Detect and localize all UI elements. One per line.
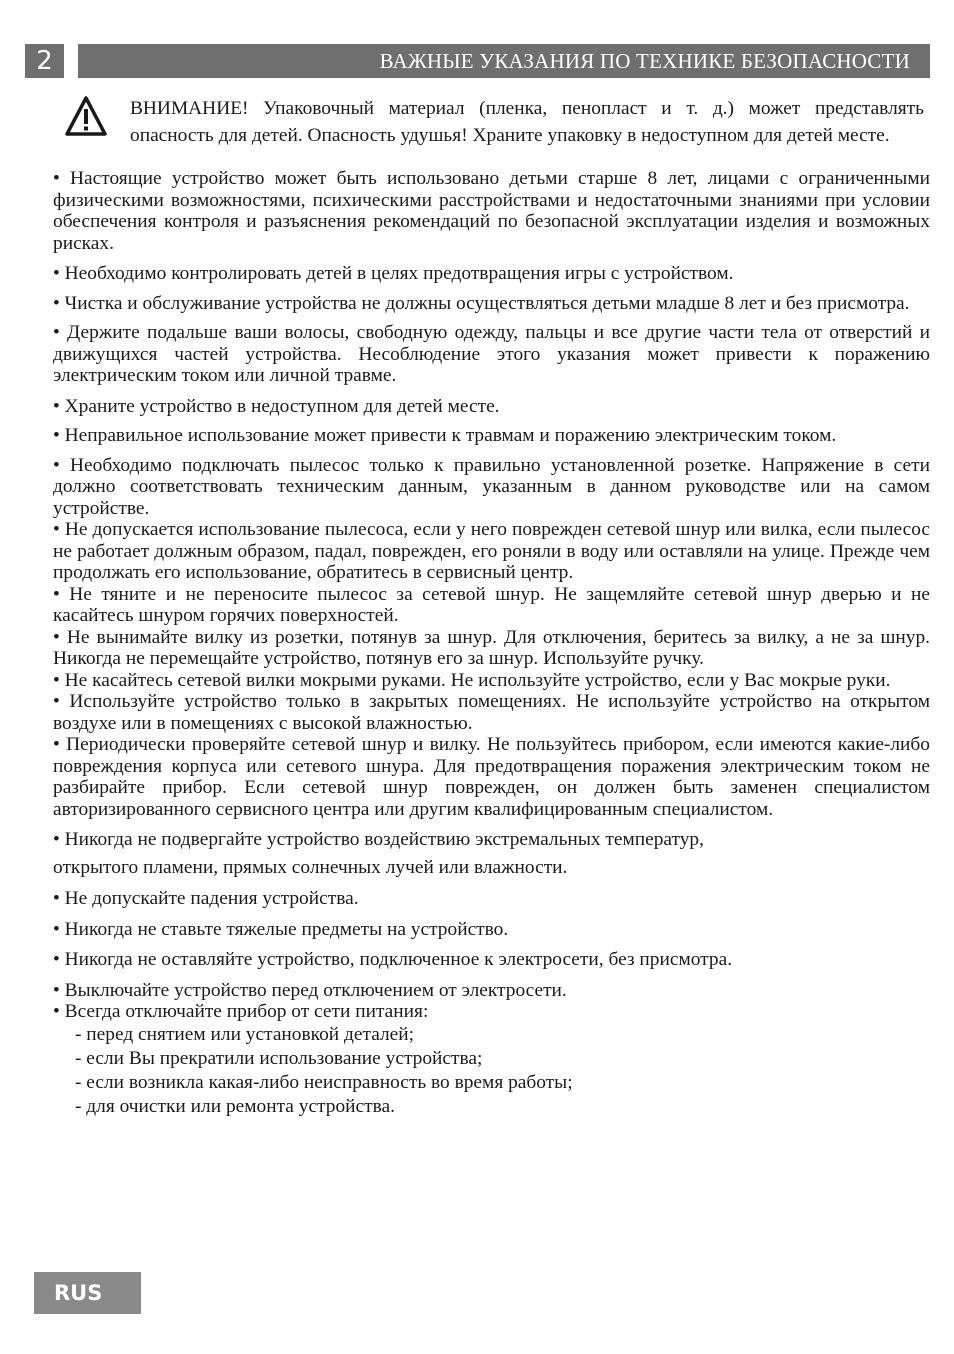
warning-text: ВНИМАНИЕ! Упаковочный материал (пленка, пенопласт и т. д.) может представлять опасность для детей. Опасность удушья! Храните упаковку в недоступном для детей месте.	[130, 98, 924, 146]
instruction-item: • Настоящие устройство может быть использовано детьми старше 8 лет, лицами с ограниченными физическими возможностями, психическими расстройствами и недостаточными знаниями при условии обеспечения контроля и разъяснения рекомендаций по безопасной эксплуатации изделия и возможных рисках.	[53, 168, 930, 254]
language-badge: RUS	[34, 1272, 141, 1314]
instruction-item: • Не тяните и не переносите пылесос за сетевой шнур. Не защемляйте сетевой шнур дверью и не касайтесь шнуром горячих поверхностей.	[53, 583, 930, 626]
instruction-item: • Храните устройство в недоступном для детей месте.	[53, 395, 500, 417]
instruction-item: • Не допускайте падения устройства.	[53, 888, 359, 909]
instruction-item: • Необходимо подключать пылесос только к правильно установленной розетке. Напряжение в сети должно соответствовать техническим данным, указанным в данном руководстве или на самом устройстве.	[53, 454, 930, 519]
instruction-item: • Никогда не подвергайте устройство воздействию экстремальных температур,	[53, 829, 704, 850]
page-number: 2	[25, 44, 64, 78]
instruction-item: • Необходимо контролировать детей в целях предотвращения игры с устройством.	[53, 263, 734, 284]
instruction-item: • Неправильное использование может привести к травмам и поражению электрическим током.	[53, 425, 837, 446]
sub-item: - перед снятием или установкой деталей;	[75, 1023, 415, 1045]
instruction-item: • Никогда не оставляйте устройство, подключенное к электросети, без присмотра.	[53, 949, 733, 970]
instruction-item: • Всегда отключайте прибор от сети питания:	[53, 1001, 429, 1022]
instruction-item: • Периодически проверяйте сетевой шнур и вилку. Не пользуйтесь прибором, если имеются какие-либо повреждения корпуса или сетевого шнура. Для предотвращения поражения электрическим током не разбирайте прибор. Если сетевой шнур поврежден, он должен быть заменен специалистом авторизированного сервисного центра или другим квалифицированным специалистом.	[53, 734, 930, 820]
sub-item: - если Вы прекратили использование устройства;	[75, 1047, 483, 1069]
safety-instructions	[53, 168, 930, 1119]
instruction-item: • Не вынимайте вилку из розетки, потянув за шнур. Для отключения, беритесь за вилку, а не за шнур. Никогда не перемещайте устройство, потянув его за шнур. Используйте ручку.	[53, 626, 930, 669]
instruction-item: • Чистка и обслуживание устройства не должны осуществляться детьми младше 8 лет и без присмотра.	[53, 292, 910, 314]
section-title-bar: ВАЖНЫЕ УКАЗАНИЯ ПО ТЕХНИКЕ БЕЗОПАСНОСТИ	[78, 44, 930, 78]
instruction-item: • Не допускается использование пылесоса, если у него поврежден сетевой шнур или вилка, если пылесос не работает должным образом, падал, поврежден, его роняли в воду или оставляли на улице. Прежде чем продолжать его использование, обратитесь в сервисный центр.	[53, 519, 930, 583]
instruction-item: • Держите подальше ваши волосы, свободную одежду, пальцы и все другие части тела от отверстий и движущихся частей устройства. Несоблюдение этого указания может привести к поражению электрическим током или личной травме.	[53, 322, 930, 386]
sub-item: - если возникла какая-либо неисправность во время работы;	[75, 1071, 573, 1093]
instruction-item: • Используйте устройство только в закрытых помещениях. Не используйте устройство на открытом воздухе или в помещениях с высокой влажностью.	[53, 691, 930, 734]
sub-item: - для очистки или ремонта устройства.	[75, 1095, 395, 1117]
instruction-item: • Никогда не ставьте тяжелые предметы на устройство.	[53, 918, 509, 940]
instruction-item: • Выключайте устройство перед отключением от электросети.	[53, 979, 567, 1001]
warning-triangle-icon	[64, 95, 108, 137]
instruction-item: • Не касайтесь сетевой вилки мокрыми руками. Не используйте устройство, если у Вас мокрые руки.	[53, 669, 891, 691]
instruction-item: открытого пламени, прямых солнечных лучей или влажности.	[53, 856, 568, 878]
